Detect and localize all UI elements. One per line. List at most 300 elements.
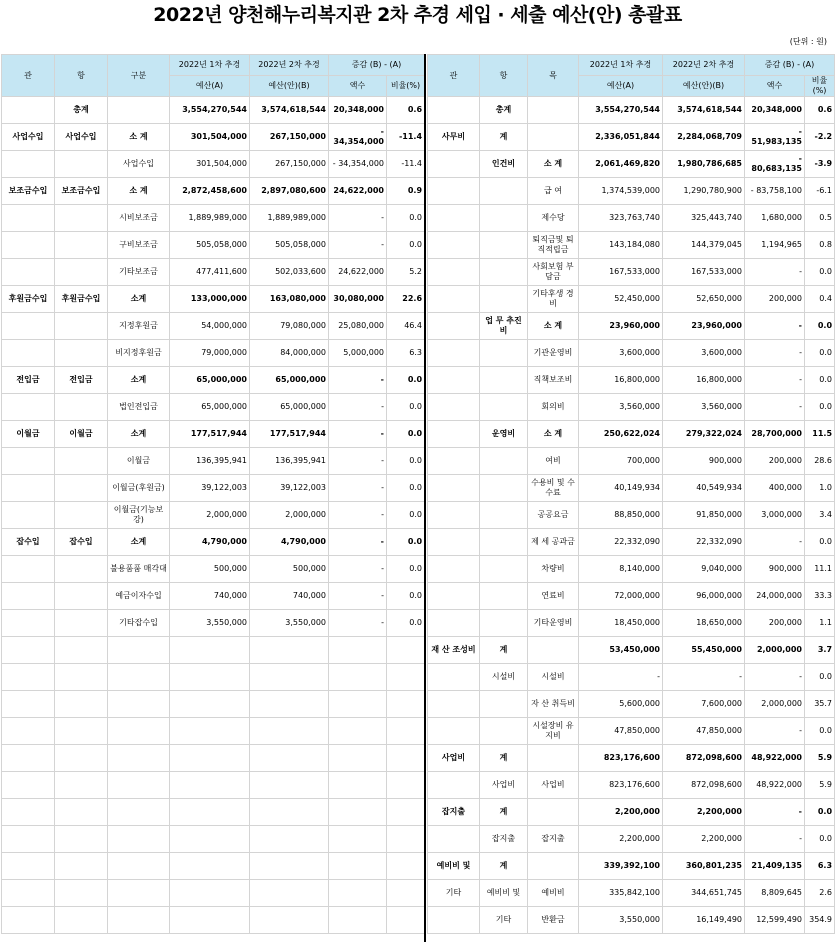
table-cell xyxy=(55,772,108,799)
table-cell: 2,200,000 xyxy=(579,826,663,853)
table-cell: 3,000,000 xyxy=(745,502,805,529)
table-cell xyxy=(428,556,480,583)
table-cell: 344,651,745 xyxy=(663,880,745,907)
table-cell xyxy=(2,745,55,772)
table-cell: 차량비 xyxy=(528,556,579,583)
table-row xyxy=(2,205,425,232)
revenue-table xyxy=(1,54,425,934)
table-cell: 기타잡수입 xyxy=(108,610,170,637)
table-cell: 88,850,000 xyxy=(579,502,663,529)
table-cell xyxy=(329,772,387,799)
table-cell xyxy=(480,394,528,421)
table-cell: 177,517,944 xyxy=(250,421,329,448)
table-cell: 0.5 xyxy=(805,205,835,232)
table-cell xyxy=(55,610,108,637)
table-cell xyxy=(2,475,55,502)
table-cell: 공공요금 xyxy=(528,502,579,529)
table-cell: 28.6 xyxy=(805,448,835,475)
table-cell: 505,058,000 xyxy=(250,232,329,259)
table-cell xyxy=(250,691,329,718)
table-cell: 335,842,100 xyxy=(579,880,663,907)
column-header: 목 xyxy=(528,55,579,97)
table-cell: 사업수입 xyxy=(108,151,170,178)
table-cell: 0.0 xyxy=(805,826,835,853)
table-cell xyxy=(250,637,329,664)
table-cell: 2,284,068,709 xyxy=(663,124,745,151)
table-cell xyxy=(480,367,528,394)
table-cell: 예비비 xyxy=(528,880,579,907)
table-cell: 400,000 xyxy=(745,475,805,502)
table-cell: 기타 xyxy=(428,880,480,907)
table-cell: 사업비 xyxy=(428,745,480,772)
table-cell: - xyxy=(745,826,805,853)
table-cell: - 80,683,135 xyxy=(745,151,805,178)
table-cell: 여비 xyxy=(528,448,579,475)
table-cell xyxy=(250,799,329,826)
table-cell xyxy=(2,502,55,529)
table-cell: - xyxy=(745,718,805,745)
table-row xyxy=(428,880,835,907)
table-cell: - 83,758,100 xyxy=(745,178,805,205)
table-cell xyxy=(55,448,108,475)
table-cell: 전입금 xyxy=(55,367,108,394)
table-cell: 96,000,000 xyxy=(663,583,745,610)
table-cell xyxy=(428,718,480,745)
table-cell xyxy=(55,502,108,529)
table-cell: - xyxy=(329,529,387,556)
table-cell: 잡수입 xyxy=(55,529,108,556)
table-cell xyxy=(108,637,170,664)
column-header: 항 xyxy=(480,55,528,97)
column-header: 비율(%) xyxy=(387,76,425,97)
table-cell: 0.0 xyxy=(387,502,425,529)
table-cell: 823,176,600 xyxy=(579,745,663,772)
table-row xyxy=(2,529,425,556)
table-cell: 16,800,000 xyxy=(663,367,745,394)
table-row xyxy=(2,367,425,394)
table-row xyxy=(428,637,835,664)
table-cell xyxy=(428,313,480,340)
table-row xyxy=(428,259,835,286)
table-cell: 1,889,989,000 xyxy=(250,205,329,232)
table-cell: 0.6 xyxy=(387,97,425,124)
table-cell xyxy=(329,637,387,664)
table-cell: 33.3 xyxy=(805,583,835,610)
table-cell: 4,790,000 xyxy=(170,529,250,556)
table-cell: 업 무 추진비 xyxy=(480,313,528,340)
table-cell: 144,379,045 xyxy=(663,232,745,259)
table-cell xyxy=(250,907,329,934)
table-cell: 0.4 xyxy=(805,286,835,313)
table-cell: 28,700,000 xyxy=(745,421,805,448)
table-cell: 0.0 xyxy=(805,799,835,826)
table-cell: 500,000 xyxy=(170,556,250,583)
table-cell xyxy=(55,691,108,718)
table-cell: 740,000 xyxy=(170,583,250,610)
table-cell xyxy=(250,745,329,772)
table-cell: 18,650,000 xyxy=(663,610,745,637)
table-cell xyxy=(170,826,250,853)
table-cell xyxy=(108,907,170,934)
table-cell: 18,450,000 xyxy=(579,610,663,637)
table-cell: 354.9 xyxy=(805,907,835,934)
table-cell: - xyxy=(329,421,387,448)
table-cell xyxy=(55,340,108,367)
column-header: 액수 xyxy=(745,76,805,97)
table-cell: 3,600,000 xyxy=(663,340,745,367)
table-cell: 구비보조금 xyxy=(108,232,170,259)
table-cell: 1,980,786,685 xyxy=(663,151,745,178)
table-cell: 기타보조금 xyxy=(108,259,170,286)
table-cell: 소계 xyxy=(108,529,170,556)
table-cell: 계 xyxy=(480,637,528,664)
table-cell: 177,517,944 xyxy=(170,421,250,448)
table-cell: 시설비 xyxy=(528,664,579,691)
table-cell xyxy=(428,826,480,853)
table-cell: - xyxy=(745,394,805,421)
table-cell xyxy=(480,556,528,583)
table-cell: - xyxy=(745,259,805,286)
table-cell xyxy=(55,745,108,772)
table-row xyxy=(2,394,425,421)
table-cell: 900,000 xyxy=(663,448,745,475)
table-cell: 소계 xyxy=(108,286,170,313)
table-cell: 0.0 xyxy=(387,232,425,259)
table-cell: 3,600,000 xyxy=(579,340,663,367)
table-cell xyxy=(387,853,425,880)
table-cell: 7,600,000 xyxy=(663,691,745,718)
table-cell xyxy=(480,691,528,718)
table-cell: 소 계 xyxy=(108,124,170,151)
table-row xyxy=(428,691,835,718)
table-cell: 0.0 xyxy=(805,718,835,745)
table-row xyxy=(428,799,835,826)
expenditure-table xyxy=(427,54,835,934)
table-cell: - xyxy=(329,232,387,259)
table-cell: 사업수입 xyxy=(2,124,55,151)
table-cell: 25,080,000 xyxy=(329,313,387,340)
table-cell xyxy=(2,340,55,367)
table-cell: 0.6 xyxy=(805,97,835,124)
table-cell xyxy=(480,610,528,637)
table-cell xyxy=(480,502,528,529)
table-cell: 1,680,000 xyxy=(745,205,805,232)
table-cell: - xyxy=(745,529,805,556)
table-cell xyxy=(55,475,108,502)
table-cell xyxy=(2,664,55,691)
table-cell: -2.2 xyxy=(805,124,835,151)
table-cell: 3,554,270,544 xyxy=(579,97,663,124)
table-cell: 22,332,090 xyxy=(579,529,663,556)
table-cell: 인건비 xyxy=(480,151,528,178)
table-cell: 500,000 xyxy=(250,556,329,583)
table-cell: 47,850,000 xyxy=(663,718,745,745)
table-cell: 0.0 xyxy=(387,448,425,475)
table-cell: 2,897,080,600 xyxy=(250,178,329,205)
table-cell: 3,554,270,544 xyxy=(170,97,250,124)
table-cell xyxy=(480,529,528,556)
table-cell xyxy=(480,583,528,610)
table-cell xyxy=(170,718,250,745)
table-cell: 0.0 xyxy=(805,367,835,394)
table-row xyxy=(428,97,835,124)
table-row xyxy=(428,529,835,556)
table-cell xyxy=(387,718,425,745)
table-cell: 5,600,000 xyxy=(579,691,663,718)
table-cell: 3,560,000 xyxy=(579,394,663,421)
table-cell: 4,790,000 xyxy=(250,529,329,556)
table-row xyxy=(428,718,835,745)
table-cell xyxy=(250,772,329,799)
table-cell: 477,411,600 xyxy=(170,259,250,286)
table-cell: - xyxy=(745,313,805,340)
table-cell: 후원금수입 xyxy=(55,286,108,313)
table-row xyxy=(428,664,835,691)
table-cell xyxy=(250,664,329,691)
table-cell: 제수당 xyxy=(528,205,579,232)
table-cell: 시비보조금 xyxy=(108,205,170,232)
table-cell: - xyxy=(329,394,387,421)
column-header: 관 xyxy=(428,55,480,97)
table-cell: 소 계 xyxy=(528,313,579,340)
table-cell: 예비비 및 xyxy=(480,880,528,907)
table-cell: 8,809,645 xyxy=(745,880,805,907)
table-cell: 0.0 xyxy=(387,367,425,394)
column-header: 항 xyxy=(55,55,108,97)
table-cell xyxy=(428,907,480,934)
table-row xyxy=(2,502,425,529)
table-cell: 5.2 xyxy=(387,259,425,286)
table-cell: 계 xyxy=(480,853,528,880)
table-cell: 제 세 공과금 xyxy=(528,529,579,556)
table-row xyxy=(428,124,835,151)
table-cell xyxy=(55,205,108,232)
table-row xyxy=(2,745,425,772)
table-cell: 이월금(후원금) xyxy=(108,475,170,502)
table-row xyxy=(428,313,835,340)
table-cell: -3.9 xyxy=(805,151,835,178)
table-cell: 이월금 xyxy=(108,448,170,475)
table-cell xyxy=(387,826,425,853)
table-cell: 보조금수입 xyxy=(2,178,55,205)
table-cell: 소 계 xyxy=(528,421,579,448)
table-cell: 200,000 xyxy=(745,610,805,637)
table-cell: - 34,354,000 xyxy=(329,151,387,178)
table-cell: 700,000 xyxy=(579,448,663,475)
table-cell: 54,000,000 xyxy=(170,313,250,340)
table-cell: 2,000,000 xyxy=(170,502,250,529)
table-cell xyxy=(528,97,579,124)
table-cell xyxy=(428,691,480,718)
table-cell: 65,000,000 xyxy=(250,367,329,394)
table-cell xyxy=(2,583,55,610)
table-cell: 46.4 xyxy=(387,313,425,340)
table-row xyxy=(428,556,835,583)
table-cell: 기타운영비 xyxy=(528,610,579,637)
table-cell xyxy=(108,880,170,907)
table-cell: 267,150,000 xyxy=(250,124,329,151)
table-cell xyxy=(428,502,480,529)
table-cell: 65,000,000 xyxy=(170,394,250,421)
table-cell: 24,622,000 xyxy=(329,259,387,286)
table-cell: - xyxy=(329,502,387,529)
table-cell: 2,000,000 xyxy=(250,502,329,529)
table-cell: 360,801,235 xyxy=(663,853,745,880)
table-cell xyxy=(480,340,528,367)
table-cell: 39,122,003 xyxy=(250,475,329,502)
table-cell: 12,599,490 xyxy=(745,907,805,934)
table-cell xyxy=(329,853,387,880)
table-row xyxy=(2,151,425,178)
table-cell: -6.1 xyxy=(805,178,835,205)
table-cell xyxy=(2,772,55,799)
table-row xyxy=(2,178,425,205)
table-cell xyxy=(480,232,528,259)
table-cell xyxy=(170,691,250,718)
table-cell: 167,533,000 xyxy=(663,259,745,286)
table-cell: 2,061,469,820 xyxy=(579,151,663,178)
table-cell: -11.4 xyxy=(387,151,425,178)
table-row xyxy=(2,286,425,313)
table-row xyxy=(428,340,835,367)
table-cell: 수용비 및 수수료 xyxy=(528,475,579,502)
column-header: 2022년 2차 추경 xyxy=(250,55,329,76)
table-cell: 기타후생 경 비 xyxy=(528,286,579,313)
table-cell xyxy=(387,880,425,907)
table-row xyxy=(428,475,835,502)
table-cell: 연료비 xyxy=(528,583,579,610)
table-row xyxy=(428,178,835,205)
table-cell: 200,000 xyxy=(745,448,805,475)
table-cell: 3,574,618,544 xyxy=(663,97,745,124)
table-cell: 잡수입 xyxy=(2,529,55,556)
table-cell: 5.9 xyxy=(805,745,835,772)
table-cell: 0.0 xyxy=(387,610,425,637)
table-cell: 23,960,000 xyxy=(663,313,745,340)
table-cell: 사업비 xyxy=(480,772,528,799)
table-cell xyxy=(329,826,387,853)
table-cell xyxy=(2,151,55,178)
table-cell: 불용품품 매각대 xyxy=(108,556,170,583)
table-cell: 65,000,000 xyxy=(170,367,250,394)
table-cell xyxy=(528,745,579,772)
table-cell xyxy=(108,745,170,772)
table-cell: 2,000,000 xyxy=(745,637,805,664)
table-cell xyxy=(55,259,108,286)
column-header: 증감 (B) - (A) xyxy=(745,55,835,76)
table-cell: 비지정후원금 xyxy=(108,340,170,367)
table-cell xyxy=(428,421,480,448)
table-cell: 잡지출 xyxy=(480,826,528,853)
table-cell: 0.0 xyxy=(805,529,835,556)
table-cell xyxy=(2,907,55,934)
table-row xyxy=(2,475,425,502)
table-cell xyxy=(428,340,480,367)
table-cell xyxy=(55,637,108,664)
table-cell xyxy=(55,151,108,178)
table-cell xyxy=(480,286,528,313)
table-cell: 24,000,000 xyxy=(745,583,805,610)
table-cell xyxy=(170,907,250,934)
table-row xyxy=(428,232,835,259)
table-cell: - xyxy=(329,367,387,394)
table-cell: 3,560,000 xyxy=(663,394,745,421)
table-cell: 운영비 xyxy=(480,421,528,448)
table-cell xyxy=(528,853,579,880)
table-cell xyxy=(55,556,108,583)
table-cell: 반환금 xyxy=(528,907,579,934)
table-cell xyxy=(170,880,250,907)
table-cell xyxy=(250,853,329,880)
table-cell xyxy=(329,664,387,691)
table-cell: 전입금 xyxy=(2,367,55,394)
table-cell xyxy=(250,880,329,907)
table-row xyxy=(2,880,425,907)
table-cell: 22,332,090 xyxy=(663,529,745,556)
table-cell xyxy=(428,259,480,286)
table-cell: 21,409,135 xyxy=(745,853,805,880)
table-row xyxy=(428,772,835,799)
table-cell: 0.0 xyxy=(387,583,425,610)
table-cell: - 51,983,135 xyxy=(745,124,805,151)
table-cell: 52,650,000 xyxy=(663,286,745,313)
table-cell xyxy=(108,664,170,691)
table-cell: 법인전입금 xyxy=(108,394,170,421)
table-cell xyxy=(528,799,579,826)
table-cell xyxy=(480,259,528,286)
table-cell: 잡지출 xyxy=(428,799,480,826)
table-cell xyxy=(2,799,55,826)
table-cell: 11.1 xyxy=(805,556,835,583)
table-cell xyxy=(2,826,55,853)
table-cell: 총계 xyxy=(480,97,528,124)
table-row xyxy=(2,232,425,259)
table-cell: 40,149,934 xyxy=(579,475,663,502)
table-cell: - xyxy=(579,664,663,691)
table-cell: 기타 xyxy=(480,907,528,934)
column-header: 예산(안)(B) xyxy=(250,76,329,97)
table-cell xyxy=(428,205,480,232)
table-cell: 3,550,000 xyxy=(579,907,663,934)
table-cell xyxy=(170,799,250,826)
table-cell: 3,574,618,544 xyxy=(250,97,329,124)
table-cell xyxy=(170,664,250,691)
table-cell: 소 계 xyxy=(528,151,579,178)
table-cell: 39,122,003 xyxy=(170,475,250,502)
table-cell xyxy=(2,448,55,475)
table-cell: 회의비 xyxy=(528,394,579,421)
table-cell xyxy=(428,772,480,799)
table-cell: - xyxy=(329,583,387,610)
table-row xyxy=(2,610,425,637)
table-row xyxy=(428,583,835,610)
table-row xyxy=(2,691,425,718)
table-cell xyxy=(329,880,387,907)
table-row xyxy=(428,367,835,394)
table-row xyxy=(2,637,425,664)
table-cell: 퇴직금및 퇴직적립금 xyxy=(528,232,579,259)
table-row xyxy=(2,448,425,475)
table-cell xyxy=(428,286,480,313)
table-cell xyxy=(387,691,425,718)
table-cell: 기관운영비 xyxy=(528,340,579,367)
table-cell xyxy=(428,610,480,637)
table-cell: 0.0 xyxy=(387,556,425,583)
table-cell: 6.3 xyxy=(387,340,425,367)
table-row xyxy=(428,907,835,934)
table-cell: - xyxy=(745,799,805,826)
table-row xyxy=(428,394,835,421)
